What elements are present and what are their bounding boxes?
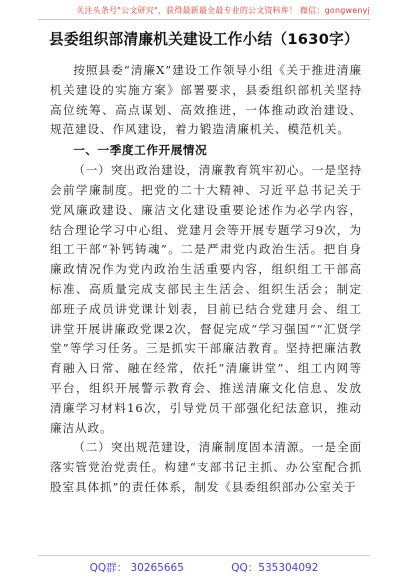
footer-contact xyxy=(0,560,408,575)
header-banner: 关注头条号"公文研究"，获得最新最全最专业的公文资料库！ 微信：gongwenyj xyxy=(76,6,370,15)
header-divider xyxy=(38,19,370,20)
footer-divider xyxy=(38,555,370,556)
footer-qq-group: QQ群： 30265665 xyxy=(89,562,184,574)
body-paragraph-standards: （二）突出规范建设，清廉制度固本清源。一是全面落实管党治党责任。构建“支部书记主抓、办公室配合抓股室具体抓”的责任体系，制发《县委组织部办公室关于 xyxy=(50,440,362,494)
body-paragraph-political: （一）突出政治建设，清廉教育筑牢初心。一是坚持会前学廉制度。把党的二十大精神、习近平总书记关于党风廉政建设、廉洁文化建设重要论述作为必学内容，结合理论学习中心组、党建月会等开展专题学习9次，为组工干部“补钙铸魂”。二是严肃党内政治生活。把自身廉政情况作为党内政治生活重要内容，组织组工干部高标准、高质量完成支部民主生活会、组织生活会；制定部班子成员讲党课计划表，目前已结合党建月会、组工讲堂开展讲廉政党课2次，督促完成“学习强国”“汇贤学堂”等学习任务。三是抓实干部廉洁教育。坚持把廉洁教育融入日常、融在经常，依托“清廉讲堂”、组工内网等平台，组织开展警示教育会、推送清廉文化信息、发放清廉学习材料16次，引导党员干部强化纪法意识，推动廉洁从政。 xyxy=(50,163,362,435)
footer-qq: QQ：535304092 xyxy=(231,562,319,574)
section-heading: 一、一季度工作开展情况 xyxy=(73,143,208,158)
document-title: 县委组织部清廉机关建设工作小结（1630字） xyxy=(49,31,359,48)
document-body xyxy=(50,61,362,498)
intro-paragraph: 按照县委“清廉X”建设工作领导小组《关于推进清廉机关建设的实施方案》部署要求，县委组织部机关坚持高位统筹、高点谋划、高效推进，一体推动政治建设、规范建设、作风建设，着力锻造清廉机关、模范机关。 xyxy=(50,63,362,137)
